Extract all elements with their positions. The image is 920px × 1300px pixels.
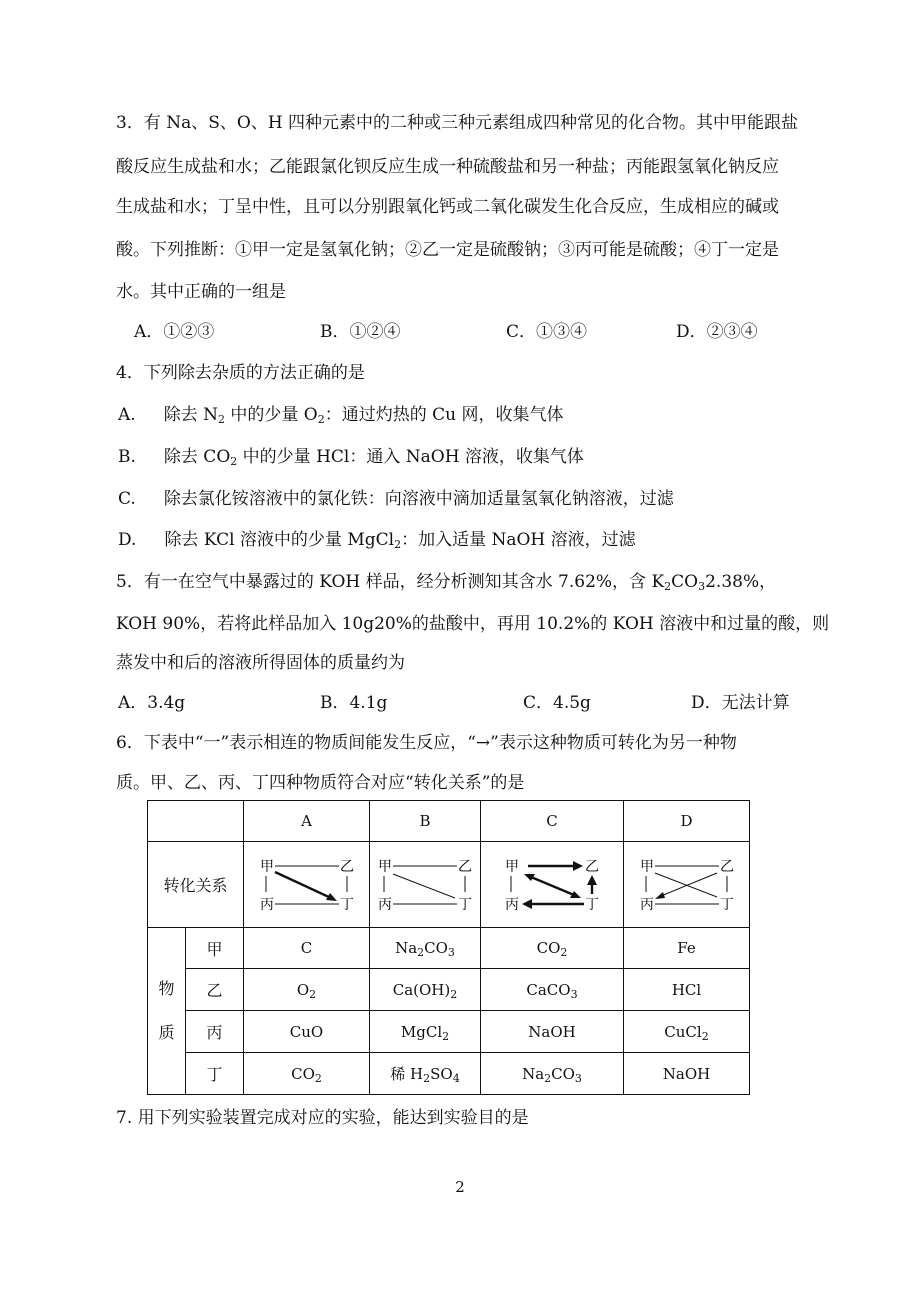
svg-text:甲: 甲 bbox=[378, 858, 392, 875]
q3-choice-b: B．①②④ bbox=[320, 322, 401, 342]
q6-line-2: 质。甲、乙、丙、丁四种物质符合对应“转化关系”的是 bbox=[116, 773, 525, 793]
header-b: B bbox=[370, 801, 481, 842]
svg-text:甲: 甲 bbox=[259, 858, 274, 875]
cell-b-ding: 稀 $H_2SO_4$ bbox=[370, 1053, 481, 1095]
q5-choice-d: D．无法计算 bbox=[691, 693, 790, 713]
cell-a-bing: CuO bbox=[244, 1011, 370, 1053]
diagram-d bbox=[624, 842, 750, 928]
header-a: A bbox=[244, 801, 370, 842]
svg-text:甲: 甲 bbox=[639, 858, 654, 875]
cell-d-ding: NaOH bbox=[624, 1053, 750, 1095]
header-c: C bbox=[481, 801, 624, 842]
svg-text:丙: 丙 bbox=[505, 896, 519, 913]
svg-text:丁: 丁 bbox=[585, 896, 599, 913]
svg-text:丁: 丁 bbox=[719, 896, 734, 913]
cell-b-yi: $Ca(OH)_2$ bbox=[370, 969, 481, 1011]
row-label-jia: 甲 bbox=[186, 928, 244, 969]
q4-option-b: B. 除去 $CO_2$ 中的少量 HCl：通入 NaOH 溶液，收集气体 bbox=[118, 447, 584, 468]
q4-option-a: A. 除去 $N_2$ 中的少量 $O_2$：通过灼热的 Cu 网，收集气体 bbox=[118, 405, 564, 426]
page-number: 2 bbox=[455, 1178, 465, 1196]
row-label-bing: 丙 bbox=[186, 1011, 244, 1053]
cell-c-yi: CaCO$_3$ bbox=[481, 969, 624, 1011]
q5-line-1: 5．有一在空气中暴露过的 KOH 样品，经分析测知其含水 7.62%，含 $K_2CO_32.38\%$， bbox=[116, 572, 777, 593]
diagram-a bbox=[244, 842, 370, 928]
table-corner bbox=[148, 801, 244, 842]
q5-choice-a: A．3.4g bbox=[118, 693, 186, 713]
diagram-c bbox=[481, 842, 624, 928]
svg-text:甲: 甲 bbox=[505, 858, 519, 875]
cell-d-jia: Fe bbox=[624, 928, 750, 969]
material-group-label: 物 质 bbox=[148, 928, 186, 1095]
svg-text:乙: 乙 bbox=[339, 858, 354, 875]
q5-choice-c: C．4.5g bbox=[523, 693, 591, 713]
cell-c-bing: NaOH bbox=[481, 1011, 624, 1053]
header-d: D bbox=[624, 801, 750, 842]
cell-a-ding: $CO_2$ bbox=[244, 1053, 370, 1095]
q3-line-4: 酸。下列推断：①甲一定是氢氧化钠；②乙一定是硫酸钠；③丙可能是硫酸；④丁一定是 bbox=[116, 240, 779, 260]
q4-stem: 4．下列除去杂质的方法正确的是 bbox=[116, 363, 365, 383]
q3-line-1: 3．有 Na、S、O、H 四种元素中的二种或三种元素组成四种常见的化合物。其中甲能跟盐 bbox=[116, 113, 799, 133]
cell-b-bing: MgCl$_2$ bbox=[370, 1011, 481, 1053]
cell-c-ding: $Na_2CO_3$ bbox=[481, 1053, 624, 1095]
q5-choice-b: B．4.1g bbox=[320, 693, 388, 713]
q4-option-d: D. 除去 KCl 溶液中的少量 MgCl$_2$：加入适量 NaOH 溶液，过滤 bbox=[118, 530, 636, 551]
cell-d-bing: CuCl$_2$ bbox=[624, 1011, 750, 1053]
q3-choice-a: A．①②③ bbox=[134, 322, 215, 342]
q5-line-3: 蒸发中和后的溶液所得固体的质量约为 bbox=[116, 653, 405, 673]
svg-text:丙: 丙 bbox=[259, 896, 274, 913]
row-label-yi: 乙 bbox=[186, 969, 244, 1011]
cell-c-jia: $CO_2$ bbox=[481, 928, 624, 969]
svg-text:丁: 丁 bbox=[458, 896, 472, 913]
q6-line-1: 6．下表中“一”表示相连的物质间能发生反应，“→”表示这种物质可转化为另一种物 bbox=[116, 733, 737, 753]
q3-line-5: 水。其中正确的一组是 bbox=[116, 282, 286, 302]
svg-text:乙: 乙 bbox=[458, 858, 472, 875]
q7-stem: 7. 用下列实验装置完成对应的实验，能达到实验目的是 bbox=[116, 1108, 529, 1128]
svg-text:丙: 丙 bbox=[639, 896, 654, 913]
svg-text:乙: 乙 bbox=[719, 858, 734, 875]
diagram-b bbox=[370, 842, 481, 928]
conversion-table bbox=[147, 800, 750, 1095]
q4-option-c: C. 除去氯化铵溶液中的氯化铁：向溶液中滴加适量氢氧化钠溶液，过滤 bbox=[118, 489, 674, 509]
svg-text:乙: 乙 bbox=[585, 858, 599, 875]
cell-b-jia: $Na_2CO_3$ bbox=[370, 928, 481, 969]
svg-text:丁: 丁 bbox=[339, 896, 354, 913]
cell-a-jia: C bbox=[244, 928, 370, 969]
q3-choice-d: D．②③④ bbox=[676, 322, 758, 342]
cell-d-yi: HCl bbox=[624, 969, 750, 1011]
q3-choice-c: C．①③④ bbox=[506, 322, 588, 342]
q3-line-2: 酸反应生成盐和水；乙能跟氯化钡反应生成一种硫酸盐和另一种盐；丙能跟氢氧化钠反应 bbox=[116, 157, 779, 177]
cell-a-yi: $O_2$ bbox=[244, 969, 370, 1011]
q3-line-3: 生成盐和水；丁呈中性，且可以分别跟氧化钙或二氧化碳发生化合反应，生成相应的碱或 bbox=[116, 197, 779, 217]
svg-text:丙: 丙 bbox=[378, 896, 392, 913]
q5-line-2: KOH 90%，若将此样品加入 10g20%的盐酸中，再用 10.2%的 KOH 溶液中和过量的酸，则 bbox=[116, 614, 830, 634]
relation-label: 转化关系 bbox=[148, 842, 244, 928]
row-label-ding: 丁 bbox=[186, 1053, 244, 1095]
